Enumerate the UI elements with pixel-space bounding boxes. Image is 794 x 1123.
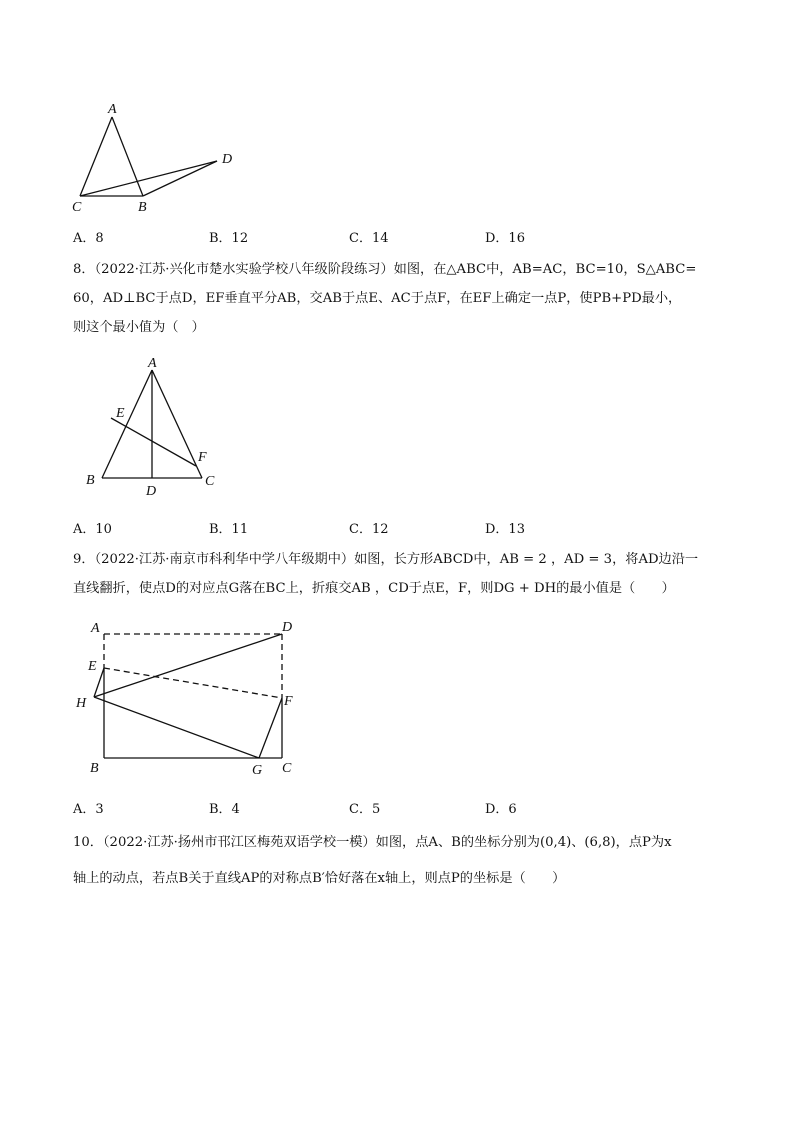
q9-option-a[interactable]: A．3 <box>73 802 104 817</box>
q9-text-line-2: 直线翻折，使点D的对应点G落在BC上，折痕交AB ，CD于点E，F，则DG + DH的最小值是（ ） <box>73 581 675 596</box>
q9-figure <box>75 612 315 787</box>
q8-segment-ab <box>102 370 152 478</box>
q10-text-line-1: 10．（2022·江苏·扬州市邗江区梅苑双语学校一模）如图，点A、B的坐标分别为(0,4)、(6,8)，点P为x <box>73 835 672 850</box>
q7-label-d: D <box>222 152 233 167</box>
q9-label-d: D <box>282 620 293 635</box>
q8-text-line-2: 60，AD⊥BC于点D，EF垂直平分AB，交AB于点E、AC于点F，在EF上确定一点P，使PB+PD最小， <box>73 291 682 306</box>
q7-segment-bd <box>143 161 217 196</box>
q9-label-e: E <box>88 659 97 674</box>
q8-figure <box>80 350 240 500</box>
q9-segment-hd <box>94 634 282 697</box>
q7-option-d[interactable]: D．16 <box>485 231 525 246</box>
q8-text-line-1: 8．（2022·江苏·兴化市楚水实验学校八年级阶段练习）如图，在△ABC中，AB=AC，BC=10，S△ABC= <box>73 262 697 277</box>
q8-segment-ac <box>152 370 202 478</box>
q8-options <box>73 518 673 538</box>
q9-option-d[interactable]: D．6 <box>485 802 517 817</box>
q8-option-d[interactable]: D．13 <box>485 522 525 537</box>
q7-options <box>73 227 673 247</box>
q9-segment-ef-dashed <box>104 668 282 698</box>
q9-segment-hg <box>94 697 259 758</box>
q8-label-b: B <box>86 473 95 488</box>
q8-label-f: F <box>198 450 207 465</box>
q9-label-g: G <box>252 763 263 778</box>
q9-label-h: H <box>76 696 87 711</box>
q7-label-a: A <box>108 102 117 117</box>
q8-label-e: E <box>116 406 125 421</box>
q7-option-a[interactable]: A．8 <box>73 231 104 246</box>
q10-text-line-2: 轴上的动点，若点B关于直线AP的对称点B′恰好落在x轴上，则点P的坐标是（ ） <box>73 871 566 886</box>
q8-option-a[interactable]: A．10 <box>73 522 112 537</box>
q8-label-a: A <box>148 356 157 371</box>
q9-option-c[interactable]: C．5 <box>349 802 381 817</box>
q7-option-c[interactable]: C．14 <box>349 231 389 246</box>
q9-text-line-1: 9．（2022·江苏·南京市科利华中学八年级期中）如图，长方形ABCD中，AB = 2 ，AD = 3，将AD边沿一 <box>73 552 699 567</box>
q8-option-c[interactable]: C．12 <box>349 522 389 537</box>
q7-segment-ac <box>80 117 112 196</box>
q8-label-c: C <box>205 474 215 489</box>
q9-label-a: A <box>91 621 100 636</box>
q9-label-b: B <box>90 761 99 776</box>
q7-figure <box>60 95 260 220</box>
q9-segment-gf <box>259 698 282 758</box>
q7-segment-cd <box>80 161 217 196</box>
q8-option-b[interactable]: B．11 <box>209 522 249 537</box>
q7-option-b[interactable]: B．12 <box>209 231 249 246</box>
q8-segment-ef <box>111 418 196 466</box>
q9-option-b[interactable]: B．4 <box>209 802 240 817</box>
q8-label-d: D <box>146 484 157 499</box>
q9-label-f: F <box>284 694 293 709</box>
q9-options <box>73 798 673 818</box>
q7-label-c: C <box>72 200 82 215</box>
q8-text-line-3: 则这个最小值为（ ） <box>73 320 205 335</box>
q9-label-c: C <box>282 761 292 776</box>
q7-label-b: B <box>138 200 147 215</box>
